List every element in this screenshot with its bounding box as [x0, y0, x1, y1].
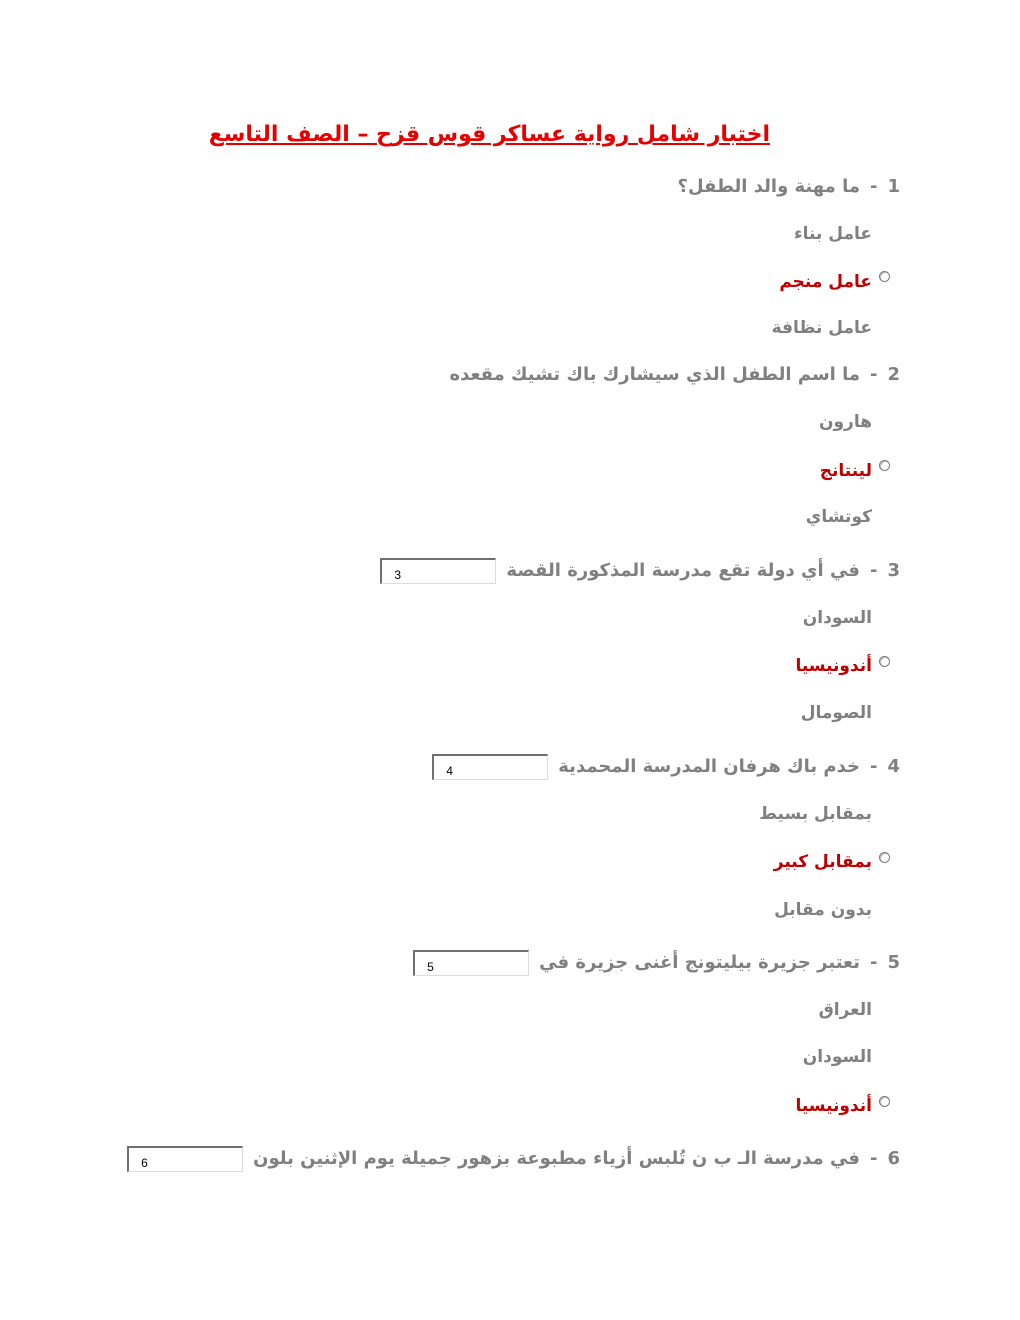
answer-input[interactable]: 4 — [432, 754, 548, 780]
question-text: ما اسم الطفل الذي سيشارك باك تشيك مقعده — [449, 364, 860, 385]
question-1 — [678, 175, 900, 199]
answer-input[interactable]: 5 — [413, 950, 529, 976]
question-text: خدم باك هرفان المدرسة المحمدية — [558, 756, 860, 777]
question-separator: - — [869, 952, 878, 973]
q5-option-3[interactable]: أندونيسيا — [795, 1096, 872, 1116]
q3-option-2-radio[interactable] — [879, 656, 890, 667]
q1-option-2[interactable]: عامل منجم — [779, 272, 872, 292]
q1-option-1: عامل بناء — [793, 224, 872, 244]
question-number: 1 — [887, 176, 900, 197]
question-6 — [127, 1146, 900, 1172]
question-text: ما مهنة والد الطفل؟ — [677, 176, 860, 197]
question-number: 2 — [887, 364, 900, 385]
question-text: تعتبر جزيرة بيليتونج أغنى جزيرة في — [539, 952, 860, 973]
q1-option-2-radio[interactable] — [879, 271, 890, 282]
question-number: 3 — [887, 560, 900, 581]
q2-option-2[interactable]: لينتانج — [819, 461, 872, 481]
q4-option-2[interactable]: بمقابل كبير — [773, 852, 872, 872]
question-separator: - — [869, 176, 878, 197]
question-text: في مدرسة الـ ب ن تُلبس أزياء مطبوعة بزهور جميلة يوم الإثنين بلون — [253, 1148, 860, 1169]
q5-option-2: السودان — [802, 1047, 872, 1067]
q3-option-3: الصومال — [800, 703, 872, 723]
page-title: اختبار شامل رواية عساكر قوس قزح – الصف التاسع — [208, 122, 770, 147]
question-separator: - — [869, 756, 878, 777]
question-separator: - — [869, 560, 878, 581]
question-number: 6 — [887, 1148, 900, 1169]
question-4 — [432, 754, 900, 780]
q2-option-3: كوتشاي — [805, 507, 872, 527]
question-number: 4 — [887, 756, 900, 777]
question-5 — [413, 950, 900, 976]
q3-option-2[interactable]: أندونيسيا — [795, 656, 872, 676]
q4-option-3: بدون مقابل — [774, 900, 872, 920]
q1-option-3: عامل نظافة — [771, 318, 872, 338]
q4-option-2-radio[interactable] — [879, 852, 890, 863]
q5-option-3-radio[interactable] — [879, 1096, 890, 1107]
question-text: في أي دولة تقع مدرسة المذكورة القصة — [506, 560, 860, 581]
answer-input[interactable]: 3 — [380, 558, 496, 584]
question-3 — [380, 558, 900, 584]
question-number: 5 — [887, 952, 900, 973]
question-separator: - — [869, 1148, 878, 1169]
q4-option-1: بمقابل بسيط — [759, 804, 872, 824]
answer-input[interactable]: 6 — [127, 1146, 243, 1172]
q3-option-1: السودان — [802, 608, 872, 628]
q2-option-2-radio[interactable] — [879, 460, 890, 471]
question-2 — [449, 363, 900, 387]
q5-option-1: العراق — [818, 1000, 872, 1020]
question-separator: - — [869, 364, 878, 385]
q2-option-1: هارون — [818, 412, 872, 432]
